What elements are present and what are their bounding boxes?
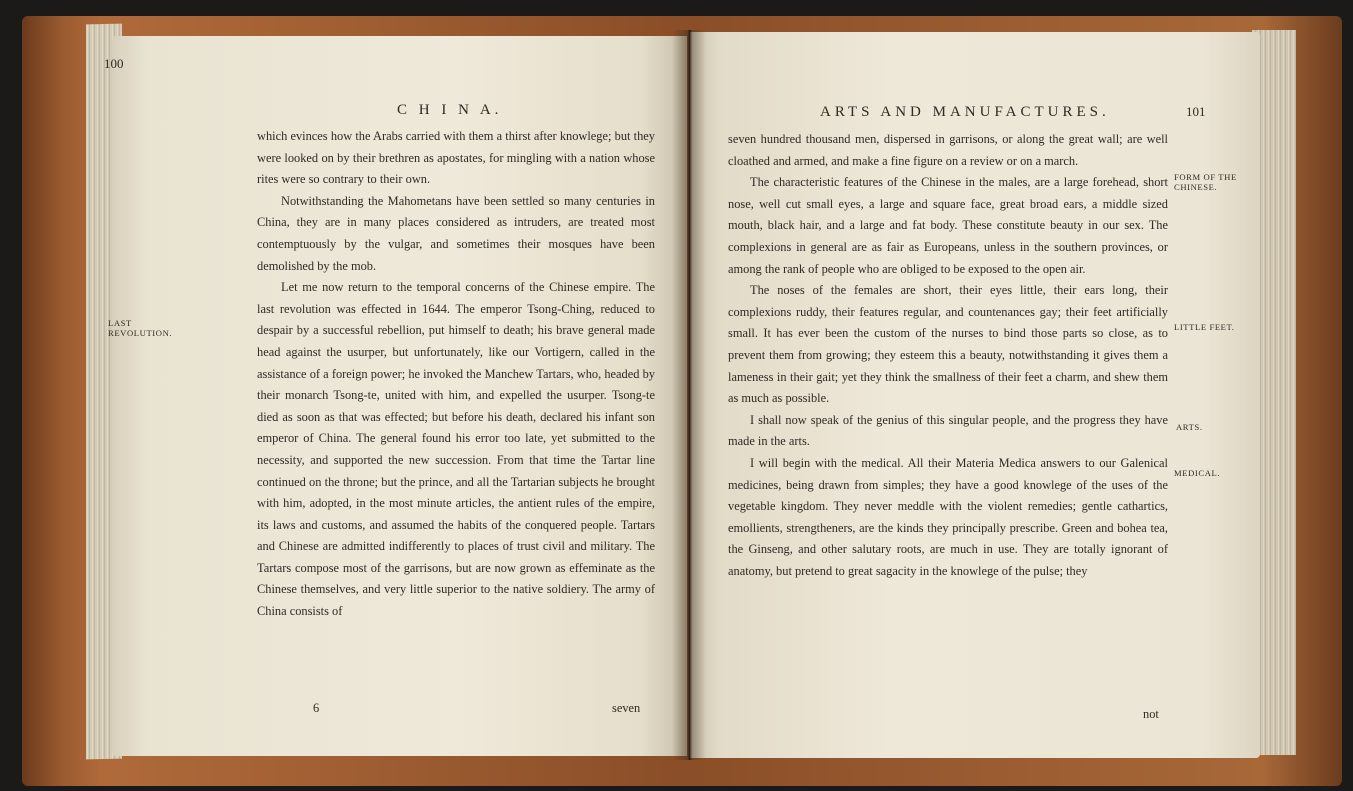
paragraph: I shall now speak of the genius of this singular people, and the progress they have made in the arts. (728, 412, 1168, 449)
left-body-text (257, 126, 655, 623)
running-header: ARTS AND MANUFACTURES. (820, 104, 1110, 120)
book-gutter (672, 30, 706, 760)
paragraph: Notwithstanding the Mahometans have been settled so many centuries in China, they are in many places considered as intruders, are treated most contemptuously by the vulgar, and sometimes their mosques have been demolished by the mob. (257, 193, 655, 273)
margin-note-arts: ARTS. (1176, 422, 1203, 432)
paragraph: The characteristic features of the Chinese in the males, are a large forehead, short nose, well cut small eyes, a large and square face, great broad ears, a middle sized mouth, black hair, and a large and fat body. These constitute beauty in our sex. The complexions in general are as fair as Europeans, unless in the southern provinces, or among the rank of people who are obliged to be exposed to the open air. (728, 175, 1168, 276)
right-page (690, 32, 1260, 758)
margin-note-form: FORM OF THE CHINESE. (1174, 172, 1237, 192)
catchword: not (1143, 707, 1159, 721)
page-number: 100 (104, 56, 124, 71)
running-header: C H I N A. (397, 102, 503, 118)
paragraph: The noses of the females are short, their eyes little, their ears long, their complexions ruddy, their features regular, and countenances gay; their feet artificially small. It has ever been the custom of the nurses to bind those parts so close, as to prevent them from growing; they esteem this a beauty, notwithstanding it gives them a lameness in their gait; yet they think the smallness of their feet a charm, and shew them as much as possible. (728, 283, 1168, 406)
margin-note-medical: MEDICAL. (1174, 468, 1221, 478)
right-body-text (728, 129, 1168, 582)
page-number: 101 (1186, 104, 1206, 119)
paragraph: seven hundred thousand men, dispersed in garrisons, or along the great wall; are well cloathed and armed, and make a fine figure on a review or on a march. (728, 132, 1168, 168)
signature-mark: 6 (313, 701, 320, 715)
paragraph: Let me now return to the temporal concerns of the Chinese empire. The last revolution was effected in 1644. The emperor Tsong-Ching, reduced to despair by a successful rebellion, put himself to death; his brave general made head against the usurper, but unfortunately, like our Vortigern, called in the assistance of a foreign power; he invoked the Manchew Tartars, who, headed by their monarch Tsong-te, united with him, and expelled the usurper. Tsong-te died as soon as that was effected; but before his death, declared his infant son emperor of China. The general found his error too late, yet submitted to the necessity, and supported the new succession. From that time the Tartar line continued on the throne; but the prince, and all the Tartarian subjects he brought with him, adopted, in the most minute articles, the antient rules of the empire, its laws and customs, and assumed the habits of the conquered people. Tartars and Chinese are admitted indifferently to places of trust civil and military. The Tartars compose most of the garrisons, but are now grown as effeminate as the Chinese themselves, and very little superior to the native soldiery. The army of China consists of (257, 280, 655, 619)
left-page (104, 36, 687, 756)
margin-note-feet: LITTLE FEET. (1174, 322, 1235, 332)
paragraph: I will begin with the medical. All their Materia Medica answers to our Galenical medicines, being drawn from simples; they have a good knowlege of the uses of the vegetable kingdom. They never meddle with the violent remedies; gentle cathartics, emollients, strengtheners, are the kinds they principally prescribe. Green and bohea tea, the Ginseng, and other salutary roots, are much in use. They are totally ignorant of anatomy, but pretend to great sagacity in the knowlege of the pulse; they (728, 455, 1168, 578)
margin-note: LAST REVOLUTION. (108, 318, 173, 338)
paragraph: which evinces how the Arabs carried with them a thirst after knowlege; but they were looked on by their brethren as apostates, for mingling with a nation whose rites were so contrary to their own. (257, 129, 655, 187)
catchword: seven (612, 701, 641, 715)
